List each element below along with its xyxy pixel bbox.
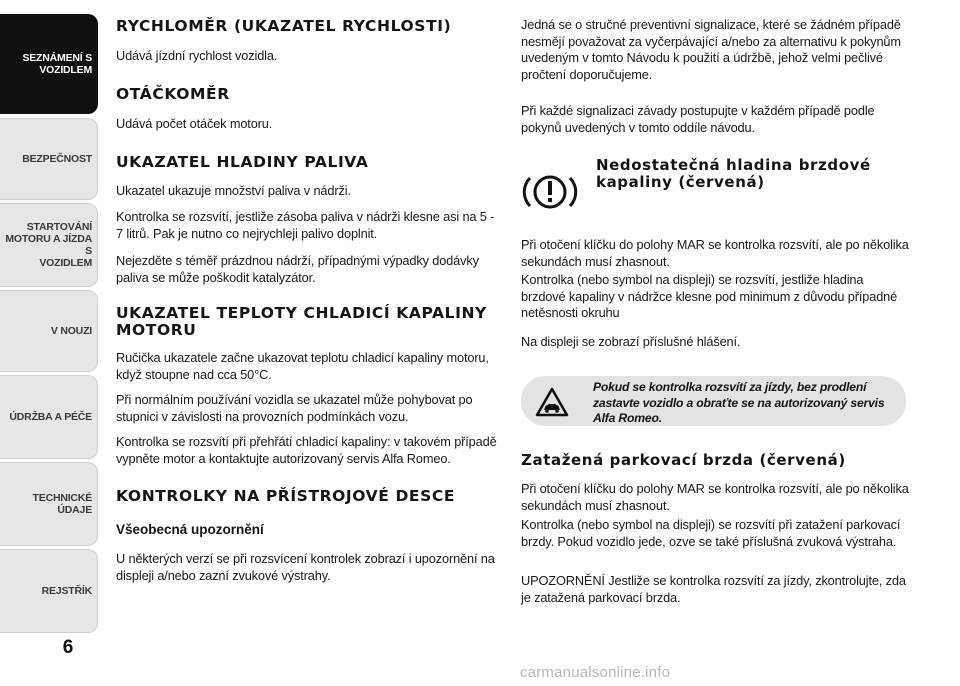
general-warnings-text: U některých verzí se při rozsvícení kontrolek zobrazí i upozornění na displeji a/nebo zazní zvukové výstrahy.	[116, 551, 495, 583]
intro-text-2: Při každé signalizaci závady postupujte v každém případě podle pokynů uvedených v tomto oddíle návodu.	[521, 103, 875, 135]
coolant-gauge-text-2: Při normálním používání vozidla se ukazatel může pohybovat po stupnici v závislosti na provozních podmínkách vozu.	[116, 392, 473, 424]
tab-label: BEZPEČNOST	[22, 153, 92, 165]
coolant-gauge-text-1: Ručička ukazatele začne ukazovat teplotu chladicí kapaliny motoru, když stoupne nad cca 50°C.	[116, 350, 489, 382]
parking-brake-text-1: Při otočení klíčku do polohy MAR se kontrolka rozsvítí, ale po několika sekundách musí zhasnout.	[521, 481, 909, 513]
tab-label: REJSTŘÍK	[41, 585, 92, 597]
brake-fluid-text-1: Při otočení klíčku do polohy MAR se kontrolka rozsvítí, ale po několika sekundách musí zhasnout.	[521, 237, 909, 269]
warning-note-text: Pokud se kontrolka rozsvítí za jízdy, bez prodlení zastavte vozidlo a obraťte se na autorizovaný servis Alfa Romeo.	[593, 380, 885, 425]
tab-label: SEZNÁMENÍ S VOZIDLEM	[22, 52, 92, 76]
warning-note	[521, 376, 906, 426]
tab-rejstrik[interactable]	[0, 549, 98, 633]
fuel-gauge-text-1: Ukazatel ukazuje množství paliva v nádrži.	[116, 183, 351, 198]
tab-label: ÚDRŽBA A PÉČE	[9, 411, 92, 423]
parking-brake-text-3: UPOZORNĚNÍ Jestliže se kontrolka rozsvítí za jízdy, zkontrolujte, zda je zatažená parkovací brzda.	[521, 573, 906, 605]
brake-fluid-text-2: Kontrolka (nebo symbol na displeji) se rozsvítí, jestliže hladina brzdové kapaliny v nádržce klesne pod minimum z důvodu případné netěsnosti okruhu	[521, 272, 898, 320]
tab-label: TECHNICKÉ ÚDAJE	[32, 492, 92, 516]
dashboard-lights-heading: KONTROLKY NA PŘÍSTROJOVÉ DESCE	[116, 487, 456, 505]
parking-brake-text-2: Kontrolka (nebo symbol na displeji) se rozsvítí při zatažení parkovací brzdy. Pokud vozidlo jede, ozve se také příslušná zvuková výstraha.	[521, 517, 901, 549]
tab-seznameni-s-vozidlem[interactable]	[0, 14, 98, 114]
warning-triangle-car-icon	[535, 387, 569, 417]
fuel-gauge-text-3: Nejezděte s téměř prázdnou nádrží, případnými výpadky dodávky paliva se může poškodit katalyzátor.	[116, 253, 479, 285]
chapter-sidebar	[0, 0, 100, 640]
brake-fluid-text-3: Na displeji se zobrazí příslušné hlášení.	[521, 334, 741, 349]
general-warnings-heading: Všeobecná upozornění	[116, 522, 264, 537]
fuel-gauge-text-2: Kontrolka se rozsvítí, jestliže zásoba paliva v nádrži klesne asi na 5 - 7 litrů. Pak je nutno co nejrychleji palivo doplnit.	[116, 209, 495, 241]
coolant-gauge-text-3: Kontrolka se rozsvítí při přehřátí chladicí kapaliny: v takovém případě vypněte motor a kontaktujte autorizovaný servis Alfa Romeo.	[116, 434, 497, 466]
brake-fluid-heading: Nedostatečná hladina brzdové kapaliny (červená)	[596, 156, 871, 191]
tachometer-heading: OTÁČKOMĚR	[116, 85, 230, 103]
parking-brake-heading: Zatažená parkovací brzda (červená)	[521, 451, 846, 469]
tab-technicke-udaje[interactable]	[0, 462, 98, 546]
fuel-gauge-heading: UKAZATEL HLADINY PALIVA	[116, 153, 369, 171]
coolant-gauge-heading: UKAZATEL TEPLOTY CHLADICÍ KAPALINY MOTORU	[116, 304, 487, 339]
intro-text-1: Jedná se o stručné preventivní signalizace, které se žádném případě nesmějí považovat za vyčerpávající a/nebo za alternativu k pokynům uvedeným v tomto Návodu k použití a údržbě, jehož velmi pečlivé pročtení doporučujeme.	[521, 17, 901, 82]
tab-v-nouzi[interactable]	[0, 290, 98, 372]
speedometer-text: Udává jízdní rychlost vozidla.	[116, 48, 278, 63]
tab-label: V NOUZI	[50, 325, 92, 337]
tab-udrzba-a-pece[interactable]	[0, 375, 98, 459]
page-number: 6	[62, 637, 74, 658]
tab-startovani-motoru[interactable]	[0, 203, 98, 287]
watermark: carmanualsonline.info	[520, 664, 671, 681]
tab-bezpecnost[interactable]	[0, 118, 98, 200]
brake-warning-icon	[521, 170, 579, 214]
speedometer-heading: RYCHLOMĚR (UKAZATEL RYCHLOSTI)	[116, 17, 452, 35]
tachometer-text: Udává počet otáček motoru.	[116, 116, 273, 131]
tab-label: STARTOVÁNÍ MOTORU A JÍZDA S VOZIDLEM	[5, 221, 92, 269]
